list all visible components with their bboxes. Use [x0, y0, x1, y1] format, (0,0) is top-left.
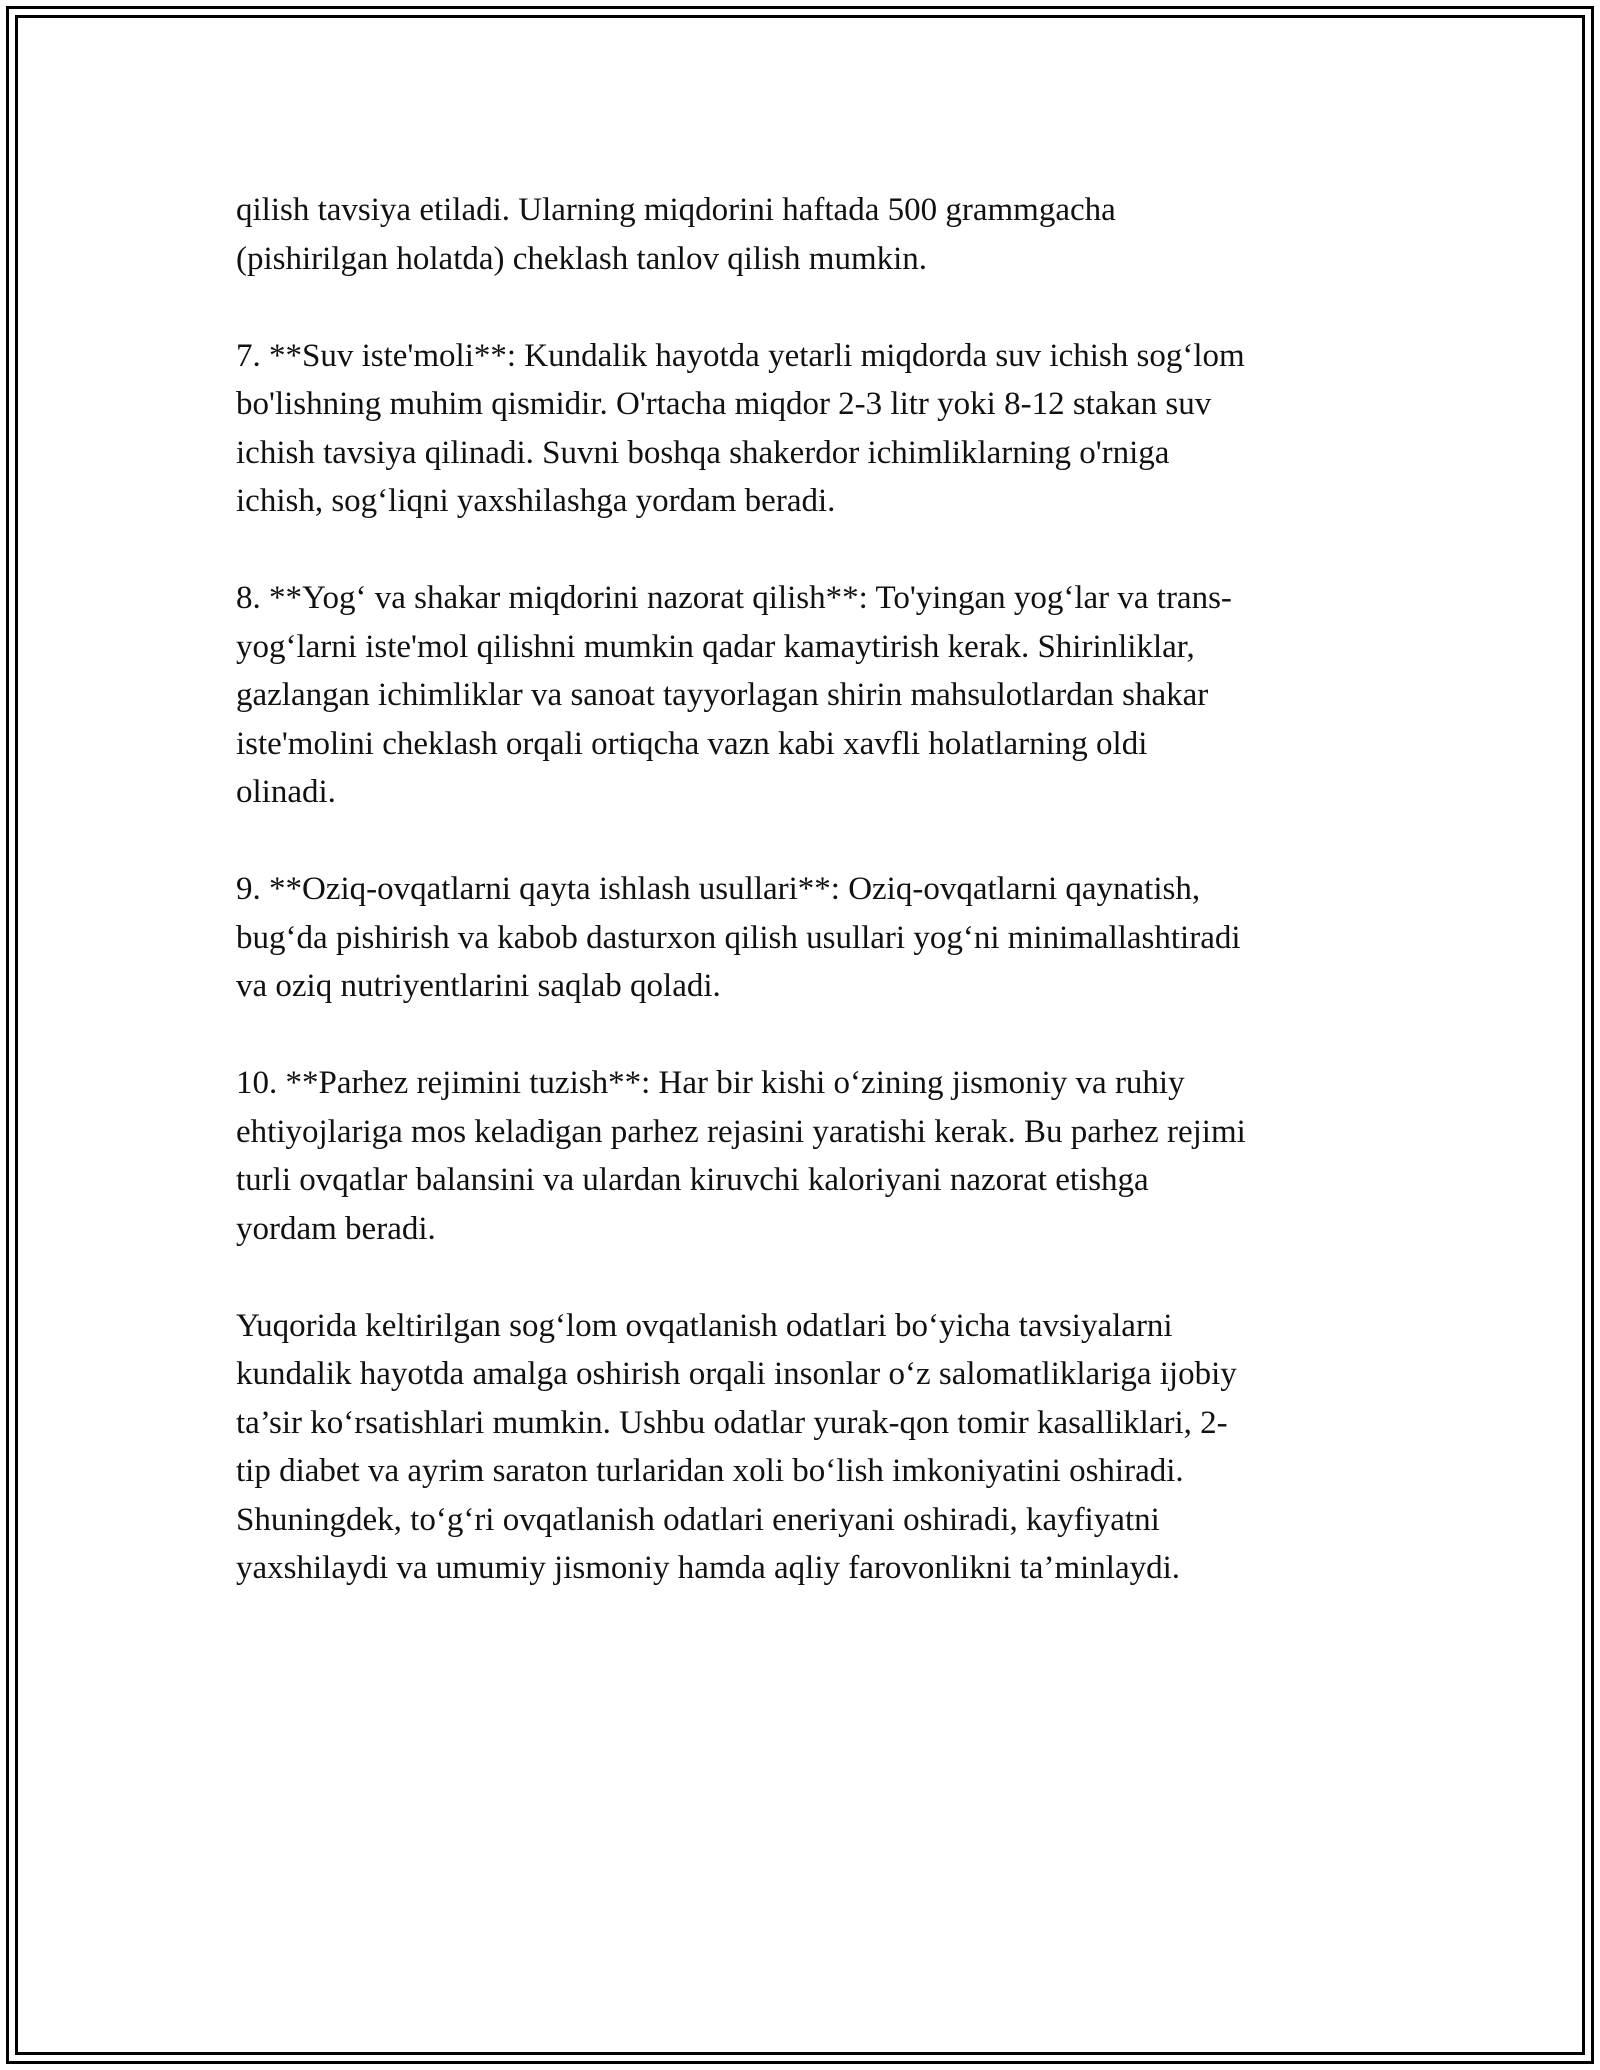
document-body [236, 186, 1366, 1641]
paragraph-fat-sugar-control: 8. **Yog‘ va shakar miqdorini nazorat qilish**: To'yingan yog‘lar va trans- yog‘larni iste'mol qilishni mumkin qadar kamaytirish kerak. Shirinliklar, gazlangan ichimliklar va sanoat tayyorlagan shirin mahsulotlardan shakar iste'molini cheklash orqali ortiqcha vazn kabi xavfli holatlarning oldi olinadi. [236, 580, 1232, 810]
paragraph-water-intake: 7. **Suv iste'moli**: Kundalik hayotda yetarli miqdorda suv ichish sog‘lom bo'lishning muhim qismidir. O'rtacha miqdor 2-3 litr yoki 8-12 stakan suv ichish tavsiya qilinadi. Suvni boshqa shakerdor ichimliklarning o'rniga ichish, sog‘liqni yaxshilashga yordam beradi. [236, 337, 1245, 519]
paragraph-red-meat-continuation: qilish tavsiya etiladi. Ularning miqdorini haftada 500 grammgacha (pishirilgan holatda) cheklash tanlov qilish mumkin. [236, 192, 1116, 277]
paragraph-diet-plan: 10. **Parhez rejimini tuzish**: Har bir kishi o‘zining jismoniy va ruhiy ehtiyojlariga mos keladigan parhez rejasini yaratishi kerak. Bu parhez rejimi turli ovqatlar balansini va ulardan kiruvchi kaloriyani nazorat etishga yordam beradi. [236, 1065, 1246, 1247]
paragraph-conclusion: Yuqorida keltirilgan sog‘lom ovqatlanish odatlari bo‘yicha tavsiyalarni kundalik hayotda amalga oshirish orqali insonlar o‘z salomatliklariga ijobiy ta’sir ko‘rsatishlari mumkin. Ushbu odatlar yurak-qon tomir kasalliklari, 2- tip diabet va ayrim saraton turlaridan xoli bo‘lish imkoniyatini oshiradi. Shuningdek, to‘g‘ri ovqatlanish odatlari eneriyani oshiradi, kayfiyatni yaxshilaydi va umumiy jismoniy hamda aqliy farovonlikni ta’minlaydi. [236, 1307, 1237, 1586]
paragraph-cooking-methods: 9. **Oziq-ovqatlarni qayta ishlash usullari**: Oziq-ovqatlarni qaynatish, bug‘da pishirish va kabob dasturxon qilish usullari yog‘ni minimallashtiradi va oziq nutriyentlarini saqlab qoladi. [236, 871, 1241, 1004]
